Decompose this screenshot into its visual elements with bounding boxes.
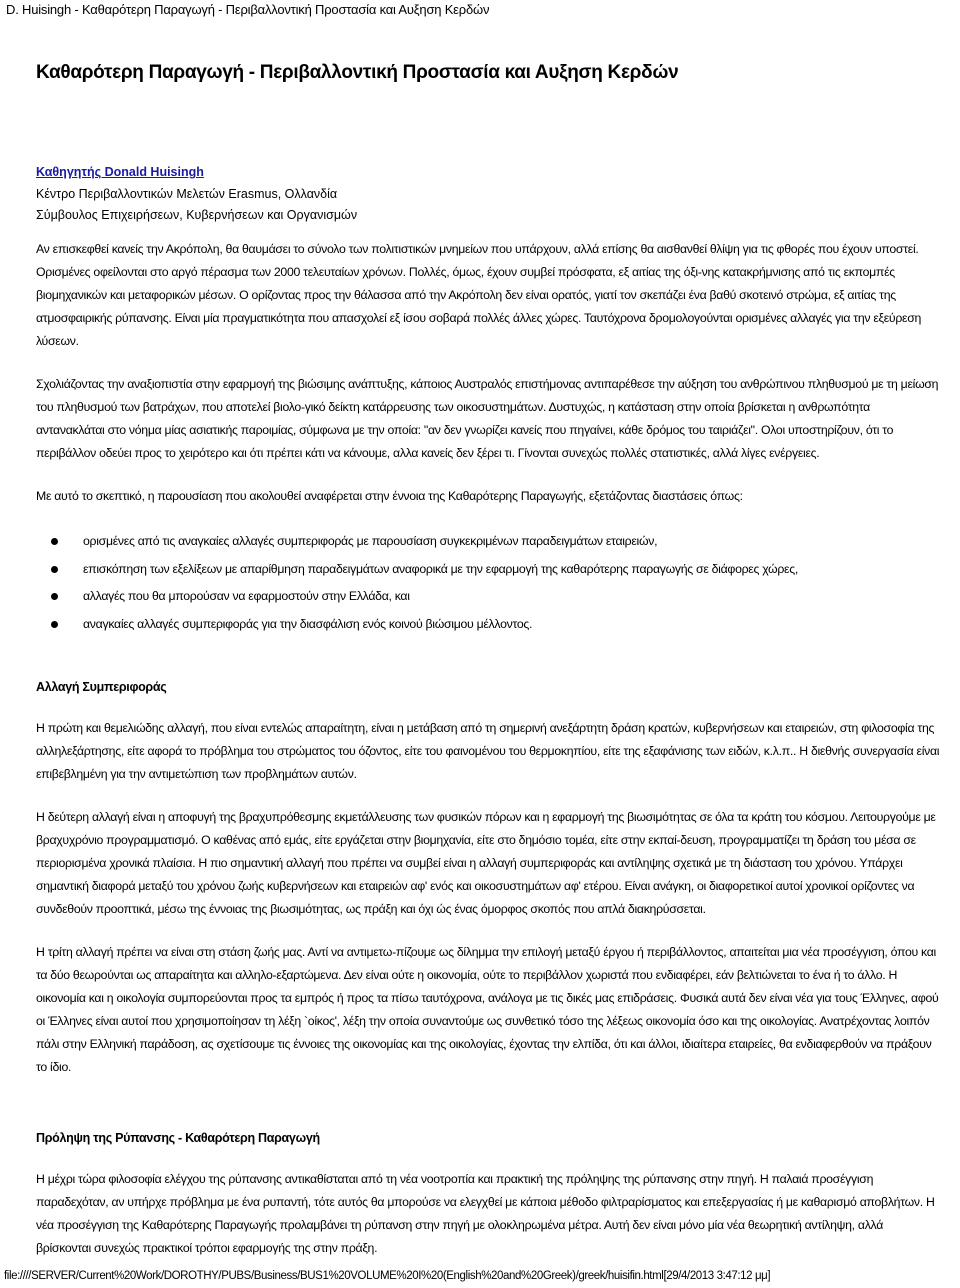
page-title: Καθαρότερη Παραγωγή - Περιβαλλοντική Προστασία και Αυξηση Κερδών [36, 62, 679, 83]
paragraph-intro: Αν επισκεφθεί κανείς την Ακρόπολη, θα θαυμάσει το σύνολο των πολιτιστικών μνημείων που υπάρχουν, αλλά επίσης θα αισθανθεί θλίψη για τις φθορές που έχουν υποστεί. Ορισμένες οφείλονται στο αργό πέρασμα των 2000 τελευταίων χρόνων. Πολλές, όμως, έχουν συμβεί πρόσφατα, εξ αιτίας της όξι-νης κατακρήμνισης από τις εκπομπές βιομηχανικών και μεταφορικών μέσων. Ο ορίζοντας προς την θάλασσα από την Ακρόπολη δεν είναι ορατός, γιατί τον σκεπάζει ένα βαθύ σκοτεινό στρώμα, εξ αιτίας της ατμοσφαιρικής ρύπανσης. Είναι μία πραγματικότητα που απασχολεί εξ ίσου σοβαρά πολλές άλλες χώρες. Ταυτόχρονα δρομολογούνται ορισμένες αλλαγές για την εξεύρεση λύσεων. [36, 242, 922, 348]
section1-paragraph-2: Η δεύτερη αλλαγή είναι η αποφυγή της βραχυπρόθεσμης εκμετάλλευσης των φυσικών πόρων και η εφαρμογή της βιωσιμότητας σε όλα τα κράτη του κόσμου. Λειτουργούμε με βραχυχρόνιο προγραμματισμό. Ο καθένας από εμάς, είτε εργάζεται στην βιομηχανία, είτε στο δημόσιο τομέα, είτε στην εκπαί-δευση, προγραμματίζει τη δράση του μέσα σε περιορισμένα χρονικά πλαίσια. Η πιο σημαντική αλλαγή που πρέπει να συμβεί είναι η αλλαγή συμπεριφοράς και αντίληψης σχετικά με τη διάσταση του χρόνου. Υπάρχει σημαντική διαφορά μεταξύ του χρόνου ζωής κυβερνήσεων και εταιρειών αφ' ενός και οικοσυστημάτων αφ' ετέρου. Είναι ανάγκη, οι διαφορετικοί αυτοί χρονικοί ορίζοντες να συνδεθούν προοπτικά, μέσω της έννοιας της βιωσιμότητας, ως πράξη και όχι ώς ένας όμορφος σκοπός που απλά διακηρύσσεται. [36, 810, 936, 916]
list-item: αναγκαίες αλλαγές συμπεριφοράς για την διασφάλιση ενός κοινού βιώσιμου μέλλοντος. [36, 611, 940, 639]
author-affiliation-1: Κέντρο Περιβαλλοντικών Μελετών Erasmus, Ολλανδία [36, 186, 338, 201]
author-block [36, 162, 357, 227]
list-item: αλλαγές που θα μπορούσαν να εφαρμοστούν στην Ελλάδα, και [36, 583, 940, 611]
section1-paragraph-3: Η τρίτη αλλαγή πρέπει να είναι στη στάση ζωής μας. Αντί να αντιμετω-πίζουμε ως δίλημμα την επιλογή μεταξύ έργου ή περιβάλλοντος, απαιτείται μια νέα προσέγγιση, όπου και τα δύο θεωρούνται ως απαραίτητα και αλληλο-εξαρτώμενα. Δεν είναι ούτε η οικονομία, ούτε το περιβάλλον χωριστά που ενδιαφέρει, εάν βελτιώνεται το ένα ή το άλλο. Η οικονομία και η οικολογία συμπορεύονται προς τα εμπρός ή προς τα πίσω ταυτόχρονα, ανάλογα με τις δικές μας επιδράσεις. Φυσικά αυτά δεν είναι νέα για τους Έλληνες, αφού οι Έλληνες είναι αυτοί που χρησιμοποίησαν τη λέξη `οίκος', λέξη την οποία συναντούμε ως συνθετικό τόσο της λέξεως οικονομία όσο και της οικολογίας. Ανατρέχοντας λοιπόν πάλι στην Ελληνική παράδοση, ας σχετίσουμε τις έννοιες της οικονομίας και της οικολογίας, έχοντας την ελπίδα, ότι και άλλοι, ιδιαίτερα εταιρείες, θα ενδιαφερθούν να πράξουν το ίδιο. [36, 945, 939, 1074]
list-item: επισκόπηση των εξελίξεων με απαρίθμηση παραδειγμάτων αναφορικά με την εφαρμογή της καθαρότερης παραγωγής σε διάφορες χώρες, [36, 556, 940, 584]
author-link[interactable]: Καθηγητής Donald Huisingh [36, 165, 204, 179]
file-path-footer: file:////SERVER/Current%20Work/DOROTHY/PUBS/Business/BUS1%20VOLUME%20I%20(English%20and%20Greek)/greek/huisifin.html[29/4/2013 3:47:12 μμ] [4, 1270, 771, 1282]
section-heading-behavior: Αλλαγή Συμπεριφοράς [36, 680, 167, 694]
list-item: ορισμένες από τις αναγκαίες αλλαγές συμπεριφοράς με παρουσίαση συγκεκριμένων παραδειγμάτων εταιρειών, [36, 528, 940, 556]
window-title: D. Huisingh - Καθαρότερη Παραγωγή - Περιβαλλοντική Προστασία και Αυξηση Κερδών [6, 2, 490, 17]
author-affiliation-2: Σύμβουλος Επιχειρήσεων, Κυβερνήσεων και Οργανισμών [36, 208, 358, 222]
article-body [36, 238, 940, 1260]
section-heading-prevention: Πρόληψη της Ρύπανσης - Καθαρότερη Παραγωγή [36, 1131, 320, 1145]
paragraph-2: Σχολιάζοντας την αναξιοπιστία στην εφαρμογή της βιώσιμης ανάπτυξης, κάποιος Αυστραλός επιστήμονας αντιπαρέθεσε την αύξηση του ανθρώπινου πληθυσμού με τη μείωση του πληθυσμού των βατράχων, που αποτελεί βιολο-γικό δείκτη κατάρρευσης των οικοσυστημάτων. Δυστυχώς, η κατάσταση στην οποία βρίσκεται η ανθρωπότητα αντανακλάται στο νόημα μίας ασιατικής παροιμίας, σύμφωνα με την οποία: "αν δεν γνωρίζει κανείς που πηγαίνει, κάθε δρόμος του ταιριάζει". Ολοι υποστηρίζουν, ότι το περιβάλλον οδεύει προς το χειρότερο και ότι πρέπει κάτι να κάνουμε, αλλα κανείς δεν ξέρει τι. Γίνονται συνεχώς πολλές στατιστικές, αλλά λίγες ενέργειες. [36, 377, 939, 460]
paragraph-3: Με αυτό το σκεπτικό, η παρουσίαση που ακολουθεί αναφέρεται στην έννοια της Καθαρότερης Παραγωγής, εξετάζοντας διαστάσεις όπως: [36, 489, 743, 503]
dimensions-list [36, 528, 940, 638]
section2-paragraph-1: Η μέχρι τώρα φιλοσοφία ελέγχου της ρύπανσης αντικαθίσταται από τη νέα νοοτροπία και πρακτική της πρόληψης της ρύπανσης στην πηγή. Η παλαιά προσέγγιση παραδεχόταν, αν υπήρχε πρόβλημα με ένα ρυπαντή, τότε αυτός θα μπορούσε να ελεγχθεί με κάποια μέθοδο φιλτραρίσματος και επεξεργασίας ή με καθαρισμό αποβλήτων. Η νέα προσέγγιση της Καθαρότερης Παραγωγής προλαμβάνει τη ρύπανση στην πηγή με ολοκληρωμένα μέτρα. Αυτή δεν είναι μόνο μία νέα θεωρητική αντίληψη, αλλά βρίσκονται συνεχώς πρακτικοί τρόποι εφαρμογής της στην πράξη. [36, 1172, 935, 1255]
section1-paragraph-1: Η πρώτη και θεμελιώδης αλλαγή, που είναι εντελώς απαραίτητη, είναι η μετάβαση από τη σημερινή ανεξάρτητη δράση κρατών, κυβερνήσεων και εταιρειών, στη φιλοσοφία της αλληλεξάρτησης, είτε αφορά το πρόβλημα του στρώματος του όζοντος, είτε του φαινομένου του θερμοκηπίου, είτε της εξαφάνισης των ειδών, κ.λ.π.. Η διεθνής συνεργασία είναι επιβεβλημένη για την αντιμετώπιση των προβλημάτων αυτών. [36, 721, 940, 781]
